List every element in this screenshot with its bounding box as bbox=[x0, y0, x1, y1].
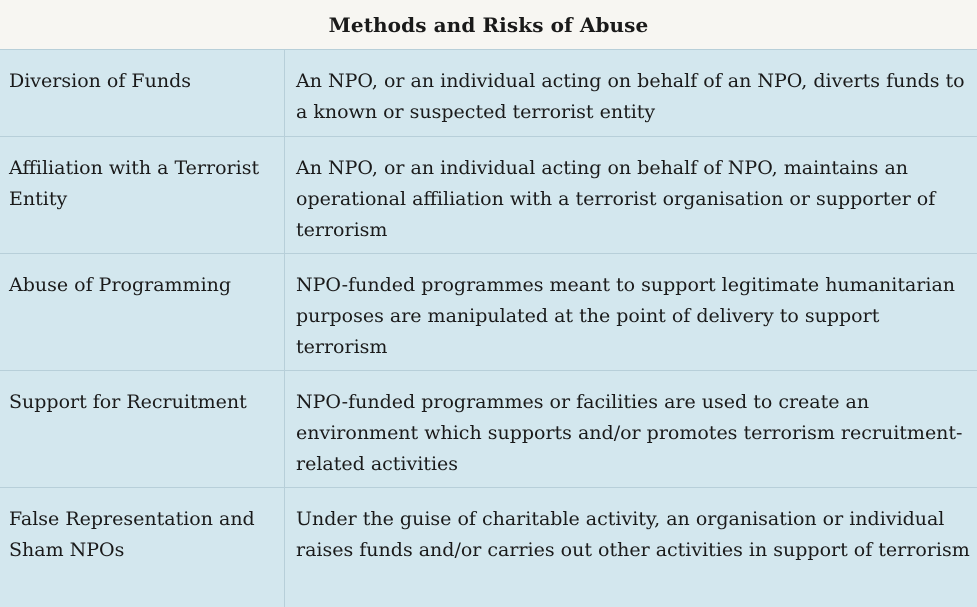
method-cell: Diversion of Funds bbox=[0, 50, 285, 136]
method-cell: False Representation and Sham NPOs bbox=[0, 488, 285, 607]
description-cell: An NPO, or an individual acting on behalf of an NPO, diverts funds to a known or suspected terrorist entity bbox=[296, 70, 965, 123]
method-cell: Abuse of Programming bbox=[0, 254, 285, 370]
table-row bbox=[0, 254, 977, 371]
table-title: Methods and Risks of Abuse bbox=[328, 12, 649, 37]
table-row bbox=[0, 50, 977, 137]
table-row bbox=[0, 371, 977, 488]
description-cell: NPO-funded programmes meant to support legitimate humanitarian purposes are manipulated at the point of delivery to support terrorism bbox=[296, 274, 956, 358]
table-body bbox=[0, 50, 977, 607]
table-row bbox=[0, 488, 977, 607]
table-header bbox=[0, 0, 977, 50]
method-cell: Support for Recruitment bbox=[0, 371, 285, 487]
description-cell: An NPO, or an individual acting on behalf of NPO, maintains an operational affiliation with a terrorist organisation or supporter of terrorism bbox=[296, 157, 936, 241]
method-cell: Affiliation with a Terrorist Entity bbox=[0, 137, 285, 253]
description-cell: Under the guise of charitable activity, an organisation or individual raises funds and/or carries out other activities in support of terrorism bbox=[296, 508, 970, 561]
table-row bbox=[0, 137, 977, 254]
description-cell: NPO-funded programmes or facilities are used to create an environment which supports and/or promotes terrorism recruitment-related activities bbox=[296, 391, 963, 475]
